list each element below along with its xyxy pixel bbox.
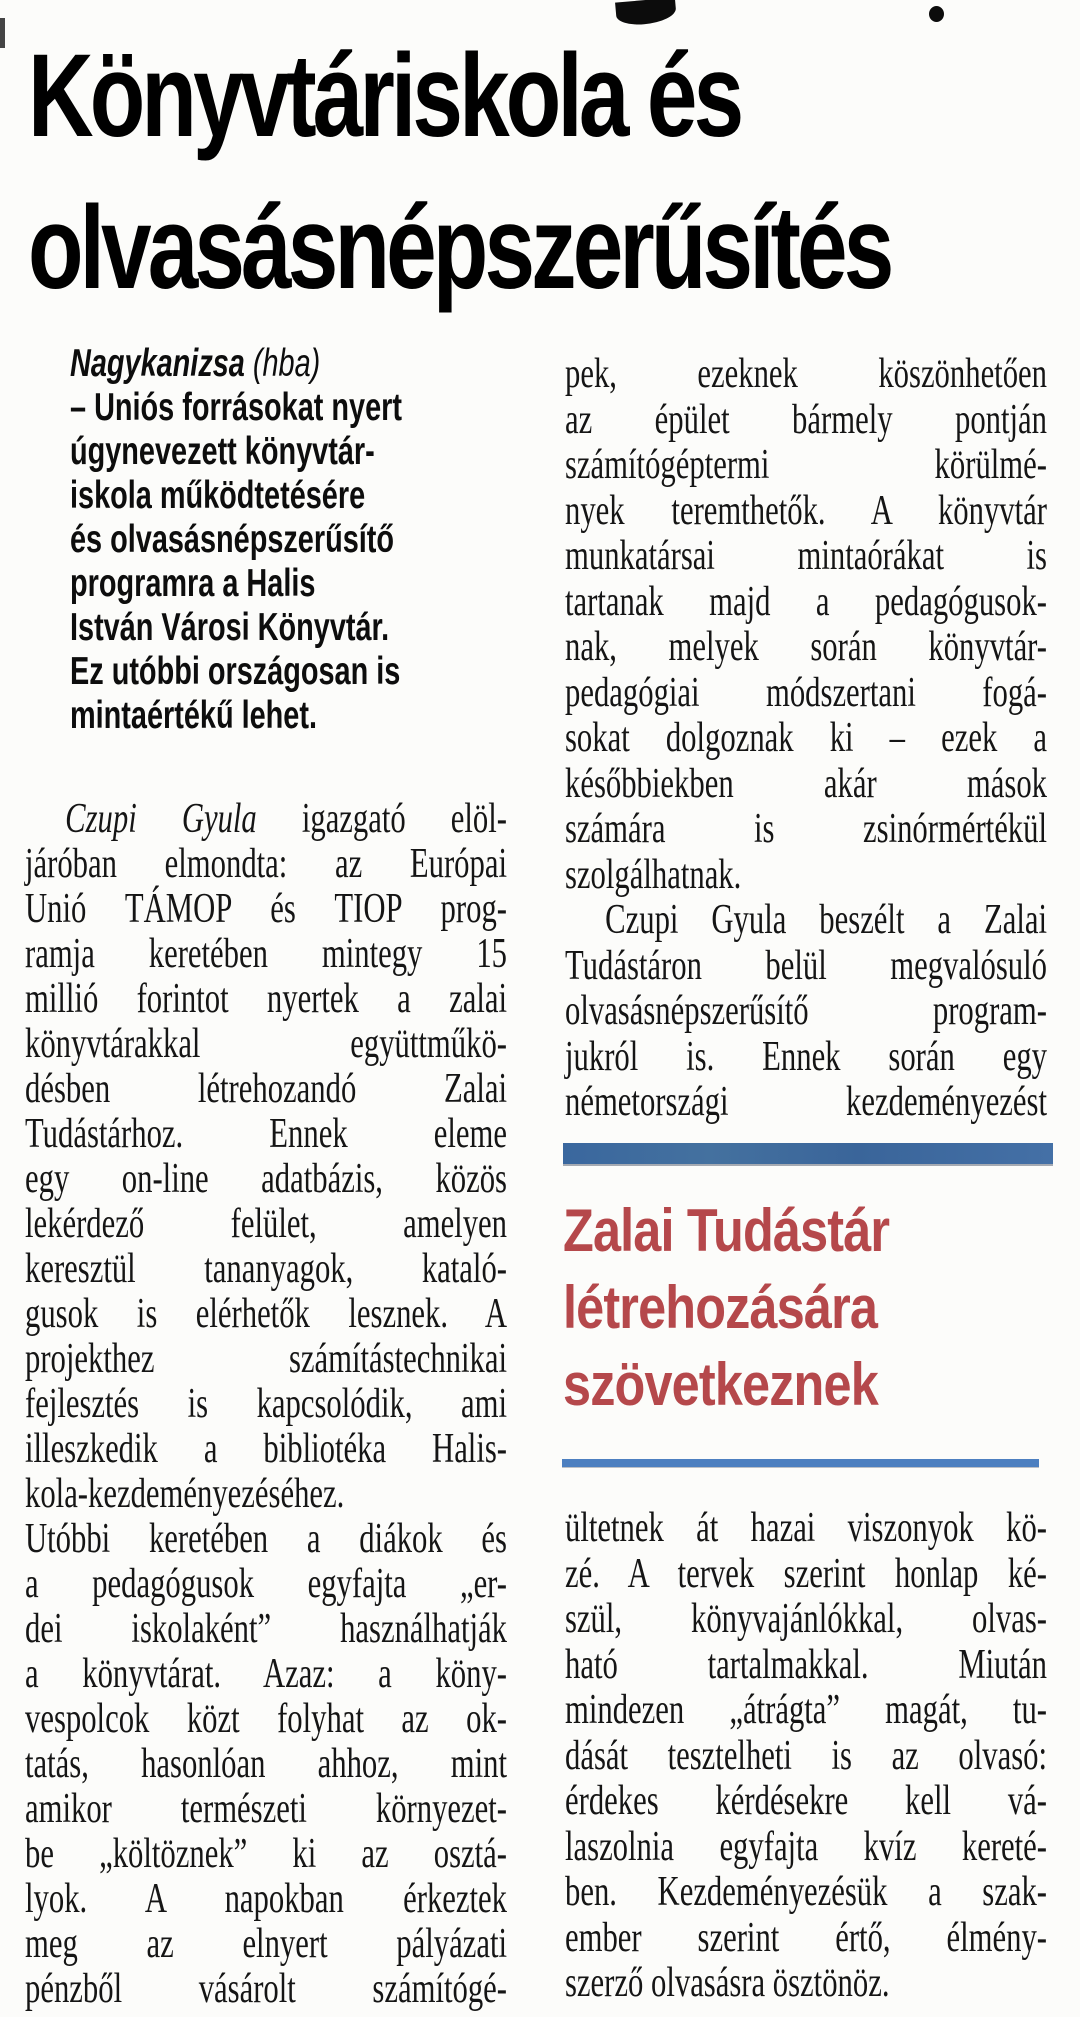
line-text: Czupi Gyula beszélt a Zalai [605,897,1047,943]
text-line [25,1877,507,1922]
text-line [565,489,1047,535]
text-line [565,944,1047,990]
line-text: pedagógiai módszertani fogá- [565,669,1047,716]
text-line [25,1022,507,1067]
text-line [25,1562,507,1607]
text-line [25,1517,507,1562]
line-text: az épület bármely pontján [565,396,1047,443]
text-line [565,1916,1047,1962]
line-text: dását tesztelheti is az olvasó: [565,1732,1047,1779]
text-line [25,977,507,1022]
text-line [565,671,1047,717]
line-text: be „költöznek” ki az osztá- [25,1831,507,1877]
text-line [565,898,1047,944]
text-line: úgynevezett könyvtár- [70,430,375,473]
line-text: Tudástáron belül megvalósuló [565,942,1047,989]
headline-line: olvasásnépszerűsítés [28,182,891,314]
line-text: sokat dolgoznak ki – ezek a [565,715,1047,761]
text-line [565,1597,1047,1643]
line-text: pek, ezeknek köszönhetően [565,351,1047,397]
line-text: a könyvtárat. Azaz: a köny- [25,1651,507,1697]
line-text: lekérdező felület, amelyen [25,1201,507,1247]
line-text: kola-kezdeményezéséhez. [25,1471,345,1517]
byline: (hba) [252,342,321,385]
text-line [565,1506,1047,1552]
line-text: ember szerint értő, élmény- [565,1914,1047,1961]
line-text: a pedagógusok egyfajta „er- [25,1561,507,1607]
line-text: tartanak majd a pedagógusok- [565,578,1047,625]
text-line [565,807,1047,853]
text-line [25,1652,507,1697]
line-text: lyok. A napokban érkeztek [25,1876,507,1922]
text-line [565,1035,1047,1081]
crosshead-line: szövetkeznek [563,1351,878,1418]
text-line [565,352,1047,398]
line-text: jukról is. Ennek során egy [565,1033,1047,1080]
text-line [565,989,1047,1035]
text-line [25,1832,507,1877]
text-line [25,1697,507,1742]
line-text: mindezen „átrágta” magát, tu- [565,1687,1047,1733]
text-line [565,1870,1047,1916]
line-text: ültetnek át hazai viszonyok kö- [565,1505,1047,1551]
line-text: millió forintot nyertek a zalai [25,976,507,1022]
text-line [565,534,1047,580]
text-line [25,1427,507,1472]
line-text: Tudástárhoz. Ennek eleme [25,1111,507,1157]
text-line: István Városi Könyvtár. [70,606,390,649]
separator-rule-thick [563,1143,1053,1164]
line-text: zé. A tervek szerint honlap ké- [565,1550,1047,1597]
line-text: illeszkedik a bibliotéka Halis- [25,1426,507,1472]
person-name: Czupi Gyula [65,796,257,842]
text-line [25,1292,507,1337]
line-text: nyek teremthetők. A könyvtár [565,487,1047,534]
lead-lines [70,386,484,738]
line-text: Utóbbi keretében a diákok és [25,1516,507,1562]
text-line [565,1779,1047,1825]
text-line: programra a Halis [70,562,316,605]
article-headline [28,20,1080,324]
crosshead-line: Zalai Tudástár [563,1197,890,1264]
headline-line: Könyvtáriskola és [28,30,741,162]
text-line [25,932,507,977]
text-line [565,1961,1047,2007]
text-line [25,1472,507,1517]
text-line [565,1643,1047,1689]
line-text: németországi kezdeményezést [565,1079,1047,1125]
line-text: amikor természeti környezet- [25,1786,507,1832]
separator-rule-thin [562,1459,1039,1467]
scan-artifact [0,18,5,48]
crosshead [563,1192,1080,1423]
crosshead-line: létrehozására [563,1274,878,1341]
line-text: pénzből vásárolt számítógé- [25,1966,507,2012]
right-column-top [565,352,1080,1126]
line-text: szolgálhatnak. [565,851,742,898]
text-line [565,1688,1047,1734]
text-line [25,1382,507,1427]
text-line [565,443,1047,489]
line-text: ben. Kezdeményezésük a szak- [565,1869,1047,1915]
line-text: fejlesztés is kapcsolódik, ami [25,1381,507,1427]
text-line [25,1967,507,2012]
text-line [25,1247,507,1292]
line-text: szül, könyvajánlókkal, olvas- [565,1596,1047,1642]
line-text: egy on-line adatbázis, közös [25,1156,507,1202]
line-text: munkatársai mintaórákat is [565,533,1047,579]
line-text: számítógéptermi körülmé- [565,442,1047,488]
text-line [565,625,1047,671]
line-text: ható tartalmakkal. Miután [565,1641,1047,1688]
line-text: nak, melyek során könyvtár- [565,624,1047,670]
text-line [25,1067,507,1112]
text-line [25,1607,507,1652]
text-line [25,1742,507,1787]
text-line [565,1552,1047,1598]
text-line: és olvasásnépszerűsítő [70,518,395,561]
text-line [565,762,1047,808]
text-line [25,1157,507,1202]
line-text: meg az elnyert pályázati [25,1921,507,1967]
line-text: szerző olvasásra ösztönöz. [565,1960,890,2006]
line-text: járóban elmondta: az Európai [25,841,507,887]
text-line [565,1825,1047,1871]
lead-paragraph [70,342,484,738]
line-text: későbbiekben akár mások [565,760,1047,807]
text-line [565,1734,1047,1780]
text-line [565,580,1047,626]
text-line [565,716,1047,762]
text-line [25,887,507,932]
text-line [25,1922,507,1967]
line-text: vespolcok közt folyhat az ok- [25,1696,507,1742]
line-text: könyvtárakkal együttműkö- [25,1021,507,1067]
text-line [25,1112,507,1157]
line-text: tatás, hasonlóan ahhoz, mint [25,1741,507,1787]
line-text: keresztül tananyagok, kataló- [25,1246,507,1292]
text-line [565,398,1047,444]
line-text: olvasásnépszerűsítő program- [565,988,1047,1034]
text-line: – Uniós forrásokat nyert [70,386,402,429]
dateline: Nagykanizsa [70,342,245,385]
line-text: Unió TÁMOP és TIOP prog- [25,886,507,932]
text-line [25,797,507,842]
text-line [25,842,507,887]
line-text: désben létrehozandó Zalai [25,1066,507,1112]
line-text: laszolnia egyfajta kvíz kereté- [565,1823,1047,1870]
line-text: projekthez számítástechnikai [25,1336,507,1382]
right-column-bottom [565,1506,1080,2007]
text-line: iskola működtetésére [70,474,366,517]
text-line [25,1337,507,1382]
text-line [25,1787,507,1832]
dateline-row [70,342,484,386]
line-text: ramja keretében mintegy 15 [25,931,507,977]
line-text: gusok is elérhetők lesznek. A [25,1291,507,1337]
text-line: mintaértékű lehet. [70,694,317,737]
text-line [565,853,1047,899]
line-text: számára is zsinórmértékül [565,806,1047,852]
line-text: érdekes kérdésekre kell vá- [565,1778,1047,1824]
text-line [565,1080,1047,1126]
line-text: dei iskolaként” használhatják [25,1606,507,1652]
line-text: igazgató elöl- [256,796,507,842]
text-line: Ez utóbbi országosan is [70,650,401,693]
text-line [25,1202,507,1247]
